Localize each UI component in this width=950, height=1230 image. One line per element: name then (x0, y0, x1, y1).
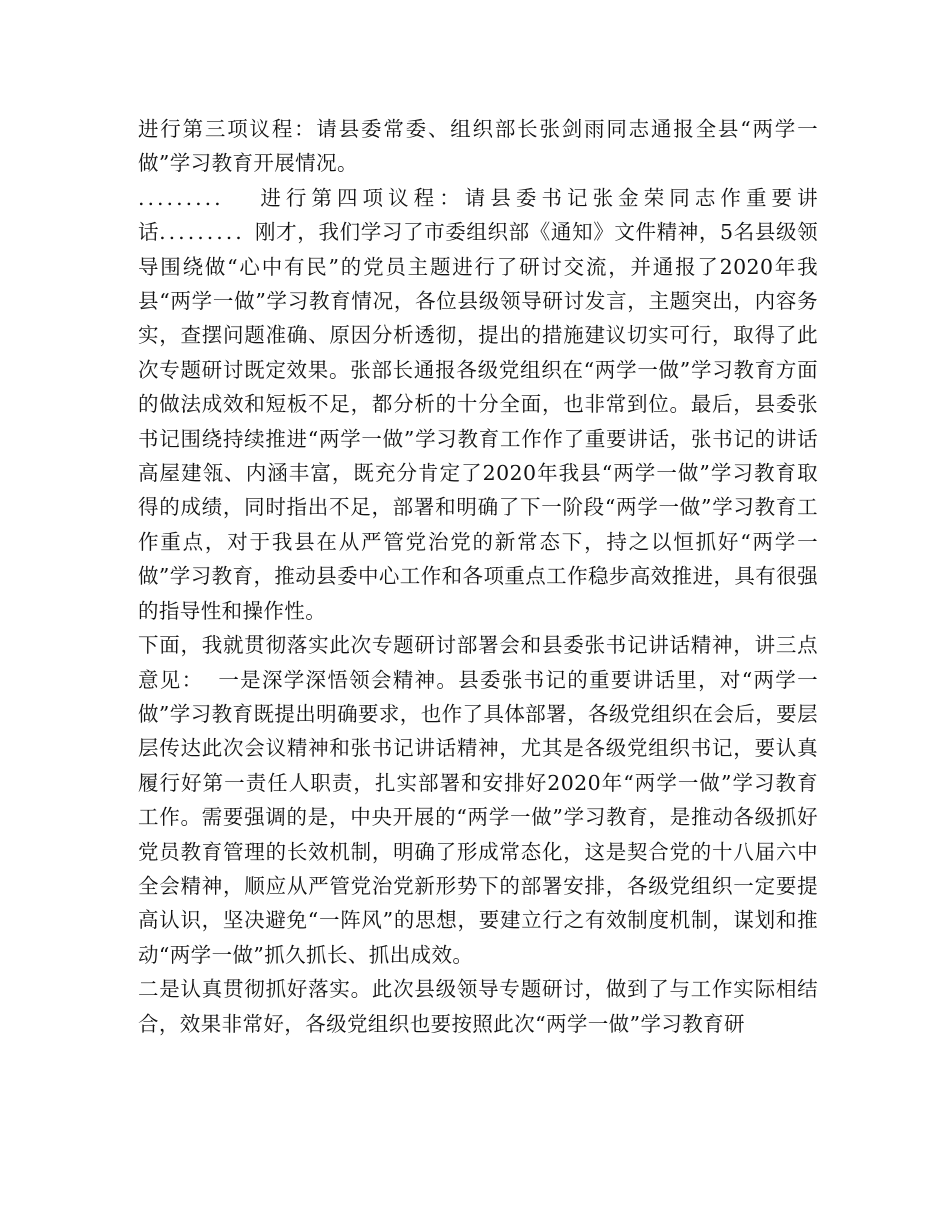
paragraph-point-two: 二是认真贯彻抓好落实。此次县级领导专题研讨，做到了与工作实际相结合，效果非常好，各级党组织也要按照此次“两学一做”学习教育研 (138, 977, 818, 1036)
summary-text: 刚才，我们学习了市委组织部《通知》文件精神，5名县级领导围绕做“心中有民”的党员主题进行了研讨交流，并通报了2020年我县“两学一做”学习教育情况，各位县级领导研讨发言，主题突出，内容务实，查摆问题准确、原因分析透彻，提出的措施建议切实可行，取得了此次专题研讨既定效果。张部长通报各级党组织在“两学一做”学习教育方面的做法成效和短板不足，都分析的十分全面，也非常到位。最后，县委张书记围绕持续推进“两学一做”学习教育工作作了重要讲话，张书记的讲话高屋建瓴、内涵丰富，既充分肯定了2020年我县“两学一做”学习教育取得的成绩，同时指出不足，部署和明确了下一阶段“两学一做”学习教育工作重点，对于我县在从严管党治党的新常态下，持之以恒抓好“两学一做”学习教育，推动县委中心工作和各项重点工作稳步高效推进，具有很强的指导性和操作性。 (138, 220, 818, 623)
agenda-item-4-text: 进行第四项议程：请县委书记张金荣同志作重要讲话 (138, 185, 818, 245)
dot-leader: ......... (159, 220, 245, 245)
paragraph-three-points (138, 628, 818, 972)
paragraph-agenda-item-3: 进行第三项议程：请县委常委、组织部长张剑雨同志通报全县“两学一做”学习教育开展情况。 (138, 117, 818, 176)
paragraph-agenda-item-4 (138, 181, 818, 628)
point-one-text: 一是深学深悟领会精神。县委张书记的重要讲话里，对“两学一做”学习教育既提出明确要求，也作了具体部署，各级党组织在会后，要层层传达此次会议精神和张书记讲话精神，尤其是各级党组织书记，要认真履行好第一责任人职责，扎实部署和安排好2020年“两学一做”学习教育工作。需要强调的是，中央开展的“两学一做”学习教育，是推动各级抓好党员教育管理的长效机制，明确了形成常态化，这是契合党的十八届六中全会精神，顺应从严管党治党新形势下的部署安排，各级党组织一定要提高认识，坚决避免“一阵风”的思想，要建立行之有效制度机制，谋划和推动“两学一做”抓久抓长、抓出成效。 (138, 667, 818, 967)
dot-leader: ......... (138, 185, 224, 210)
points-intro: 下面，我就贯彻落实此次专题研讨部署会和县委张书记讲话精神，讲三点意见： (138, 633, 818, 692)
document-body (138, 112, 818, 1041)
